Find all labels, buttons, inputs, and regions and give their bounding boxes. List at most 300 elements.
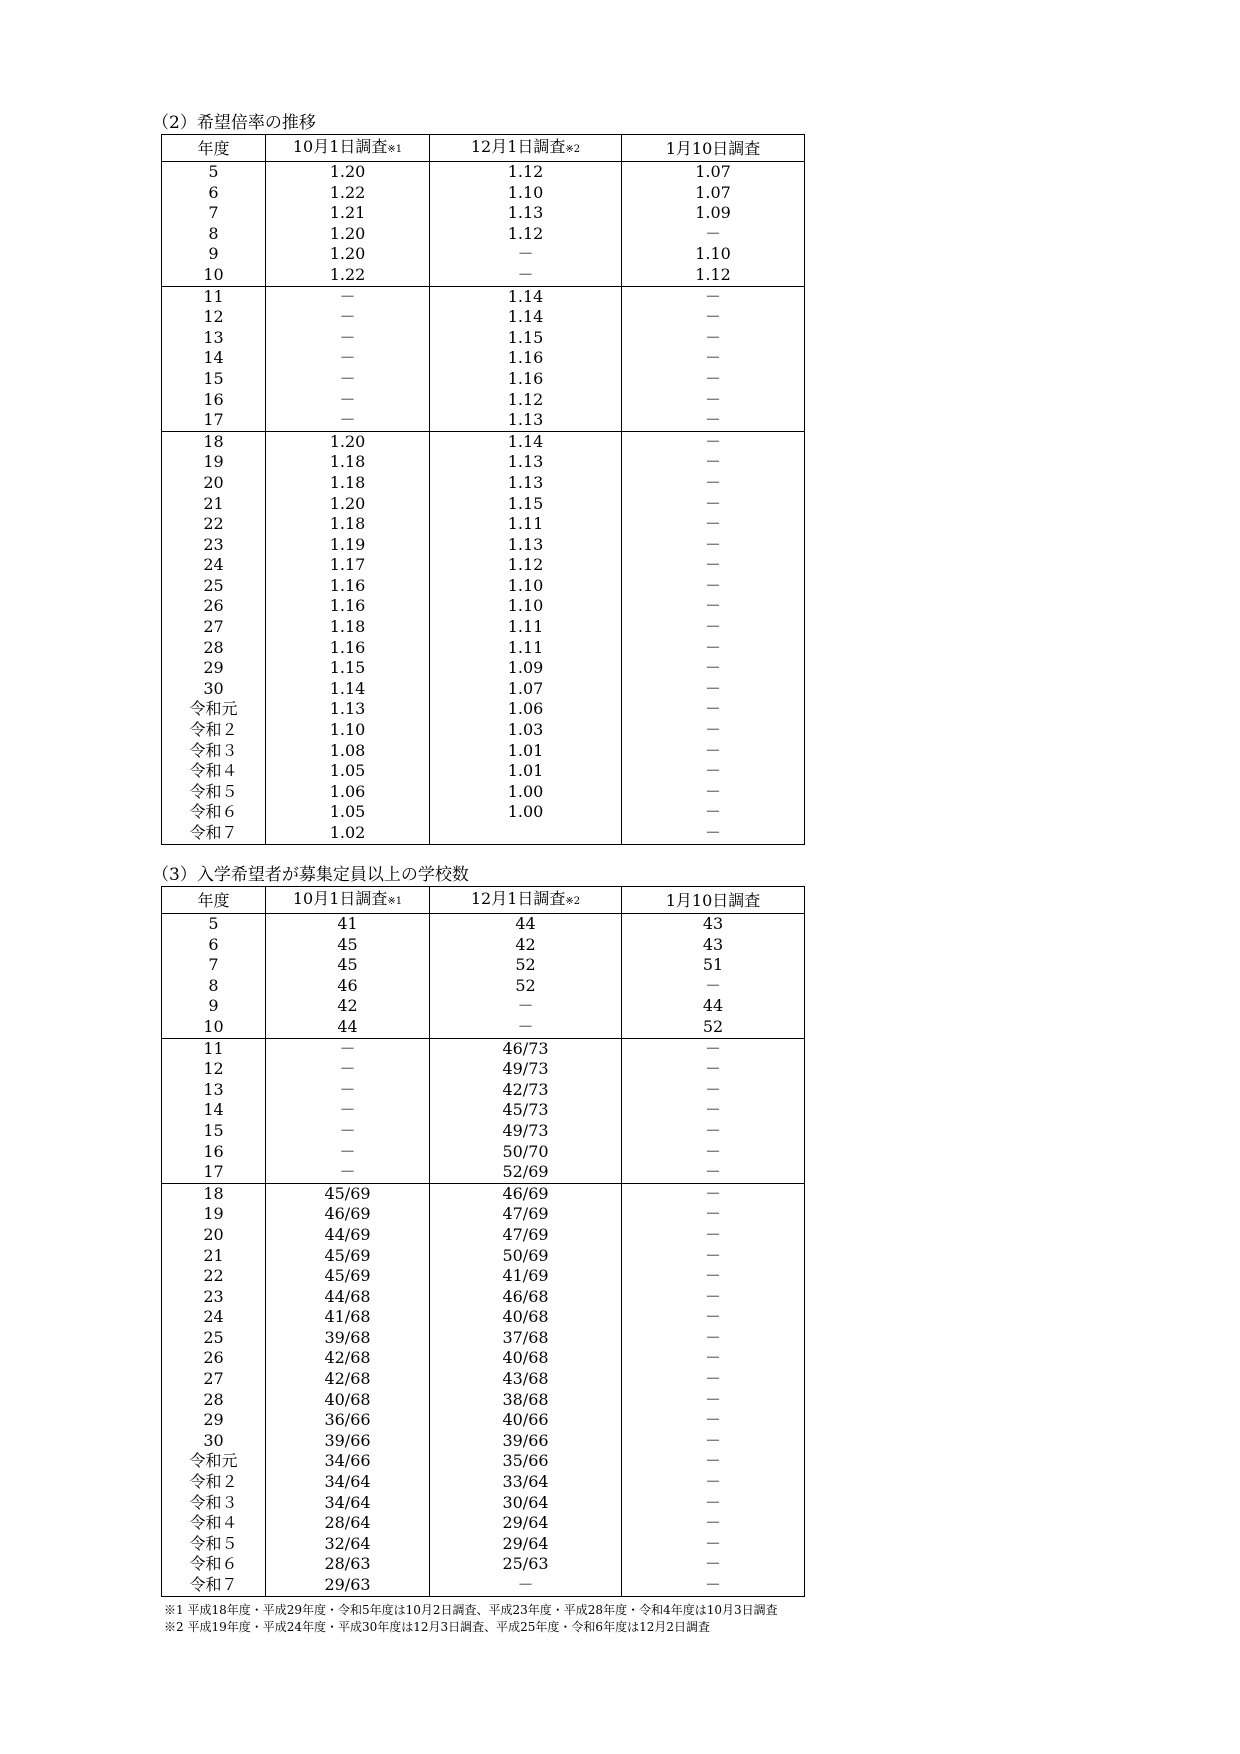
- cell-oct: －: [266, 348, 430, 369]
- table2-title: （3）入学希望者が募集定員以上の学校数: [152, 865, 469, 885]
- cell-jan: －: [622, 473, 805, 494]
- cell-year: 7: [162, 955, 266, 976]
- cell-jan: －: [622, 1369, 805, 1390]
- cell-jan: －: [622, 1287, 805, 1308]
- table-row: [162, 1390, 805, 1411]
- cell-oct: 1.05: [266, 761, 430, 782]
- cell-dec: 40/68: [430, 1307, 622, 1328]
- cell-oct: 29/63: [266, 1575, 430, 1596]
- cell-oct: 1.15: [266, 658, 430, 679]
- cell-jan: －: [622, 1328, 805, 1349]
- cell-jan: －: [622, 1575, 805, 1596]
- cell-year: 22: [162, 1266, 266, 1287]
- table-row: [162, 617, 805, 638]
- table-row: [162, 782, 805, 803]
- table-body: [162, 914, 805, 1597]
- cell-year: 令和５: [162, 782, 266, 803]
- table-row: [162, 679, 805, 700]
- cell-jan: －: [622, 555, 805, 576]
- cell-year: 26: [162, 596, 266, 617]
- cell-oct: －: [266, 1142, 430, 1163]
- cell-oct: 28/63: [266, 1554, 430, 1575]
- cell-year: 14: [162, 348, 266, 369]
- cell-year: 23: [162, 1287, 266, 1308]
- cell-year: 7: [162, 203, 266, 224]
- cell-dec: 30/64: [430, 1493, 622, 1514]
- footnotes: [164, 1602, 778, 1636]
- table-row: [162, 431, 805, 452]
- note-mark: ※1: [387, 896, 403, 907]
- cell-dec: 50/69: [430, 1246, 622, 1267]
- cell-oct: 1.22: [266, 265, 430, 286]
- table-row: [162, 369, 805, 390]
- cell-year: 令和元: [162, 1451, 266, 1472]
- table-row: [162, 638, 805, 659]
- cell-oct: 32/64: [266, 1534, 430, 1555]
- cell-dec: －: [430, 1017, 622, 1038]
- cell-dec: 1.15: [430, 328, 622, 349]
- cell-dec: 1.15: [430, 494, 622, 515]
- cell-year: 14: [162, 1100, 266, 1121]
- cell-dec: －: [430, 996, 622, 1017]
- header-row: [162, 135, 805, 162]
- table-row: [162, 1059, 805, 1080]
- cell-year: 6: [162, 183, 266, 204]
- cell-year: 12: [162, 1059, 266, 1080]
- table-row: [162, 1554, 805, 1575]
- cell-jan: －: [622, 1348, 805, 1369]
- cell-year: 19: [162, 1204, 266, 1225]
- cell-year: 13: [162, 1080, 266, 1101]
- cell-oct: 41/68: [266, 1307, 430, 1328]
- header-dec-survey: 12月1日調査※2: [430, 135, 622, 162]
- cell-oct: －: [266, 369, 430, 390]
- cell-oct: －: [266, 1059, 430, 1080]
- cell-dec: 1.09: [430, 658, 622, 679]
- cell-dec: －: [430, 1575, 622, 1596]
- cell-oct: 1.18: [266, 617, 430, 638]
- cell-jan: 1.10: [622, 244, 805, 265]
- cell-oct: 1.18: [266, 514, 430, 535]
- cell-year: 28: [162, 1390, 266, 1411]
- table-row: [162, 452, 805, 473]
- cell-oct: 42/68: [266, 1348, 430, 1369]
- cell-oct: 1.05: [266, 802, 430, 823]
- cell-dec: 39/66: [430, 1431, 622, 1452]
- cell-jan: －: [622, 782, 805, 803]
- cell-oct: 1.16: [266, 576, 430, 597]
- cell-dec: 47/69: [430, 1225, 622, 1246]
- cell-jan: －: [622, 328, 805, 349]
- cell-jan: －: [622, 576, 805, 597]
- cell-oct: 42/68: [266, 1369, 430, 1390]
- cell-dec: 1.13: [430, 452, 622, 473]
- cell-jan: －: [622, 699, 805, 720]
- table-row: [162, 183, 805, 204]
- table-row: [162, 1307, 805, 1328]
- note-mark: ※2: [565, 144, 581, 155]
- cell-dec: 46/68: [430, 1287, 622, 1308]
- table-row: [162, 1121, 805, 1142]
- cell-jan: －: [622, 390, 805, 411]
- cell-jan: －: [622, 1307, 805, 1328]
- table-row: [162, 1100, 805, 1121]
- footnote-2: ※2 平成19年度・平成24年度・平成30年度は12月3日調査、平成25年度・令和6年度は12月2日調査: [164, 1620, 710, 1634]
- table-row: [162, 410, 805, 431]
- cell-dec: 1.16: [430, 348, 622, 369]
- note-mark: ※2: [565, 896, 581, 907]
- table-row: [162, 307, 805, 328]
- cell-jan: －: [622, 410, 805, 431]
- cell-dec: 50/70: [430, 1142, 622, 1163]
- cell-jan: －: [622, 1410, 805, 1431]
- table-row: [162, 658, 805, 679]
- cell-year: 21: [162, 494, 266, 515]
- table-row: [162, 955, 805, 976]
- cell-dec: －: [430, 244, 622, 265]
- cell-oct: 44: [266, 1017, 430, 1038]
- cell-year: 令和３: [162, 1493, 266, 1514]
- table-row: [162, 1225, 805, 1246]
- cell-year: 26: [162, 1348, 266, 1369]
- cell-oct: －: [266, 1162, 430, 1183]
- cell-oct: 1.21: [266, 203, 430, 224]
- cell-oct: 41: [266, 914, 430, 935]
- cell-dec: 41/69: [430, 1266, 622, 1287]
- table-row: [162, 699, 805, 720]
- cell-jan: －: [622, 617, 805, 638]
- cell-oct: 1.19: [266, 535, 430, 556]
- school-count-table: [161, 886, 805, 1597]
- table1-title: （2）希望倍率の推移: [152, 113, 316, 133]
- table-row: [162, 1451, 805, 1472]
- cell-dec: 46/73: [430, 1038, 622, 1059]
- table-row: [162, 1493, 805, 1514]
- cell-jan: －: [622, 1534, 805, 1555]
- cell-oct: 1.22: [266, 183, 430, 204]
- table-row: [162, 1183, 805, 1204]
- cell-jan: －: [622, 1266, 805, 1287]
- cell-dec: 1.14: [430, 307, 622, 328]
- cell-jan: －: [622, 224, 805, 245]
- cell-dec: 46/69: [430, 1183, 622, 1204]
- cell-dec: 1.14: [430, 431, 622, 452]
- header-row: [162, 887, 805, 914]
- cell-oct: 1.16: [266, 596, 430, 617]
- table-row: [162, 1328, 805, 1349]
- cell-jan: －: [622, 452, 805, 473]
- cell-dec: 1.11: [430, 638, 622, 659]
- cell-oct: －: [266, 390, 430, 411]
- cell-year: 17: [162, 1162, 266, 1183]
- cell-year: 令和６: [162, 802, 266, 823]
- cell-jan: －: [622, 1121, 805, 1142]
- cell-oct: 45: [266, 935, 430, 956]
- cell-dec: 42: [430, 935, 622, 956]
- cell-jan: －: [622, 1142, 805, 1163]
- cell-oct: 45: [266, 955, 430, 976]
- cell-oct: 1.20: [266, 162, 430, 183]
- cell-dec: 1.03: [430, 720, 622, 741]
- cell-year: 24: [162, 1307, 266, 1328]
- cell-jan: －: [622, 1390, 805, 1411]
- cell-oct: －: [266, 410, 430, 431]
- table-row: [162, 1204, 805, 1225]
- cell-dec: 44: [430, 914, 622, 935]
- cell-jan: 1.12: [622, 265, 805, 286]
- cell-year: 18: [162, 1183, 266, 1204]
- cell-jan: －: [622, 741, 805, 762]
- table-row: [162, 1142, 805, 1163]
- cell-dec: 25/63: [430, 1554, 622, 1575]
- cell-oct: 44/69: [266, 1225, 430, 1246]
- cell-year: 令和３: [162, 741, 266, 762]
- cell-jan: 52: [622, 1017, 805, 1038]
- cell-year: 5: [162, 162, 266, 183]
- cell-oct: －: [266, 1100, 430, 1121]
- table-row: [162, 473, 805, 494]
- table-row: [162, 1431, 805, 1452]
- cell-jan: 43: [622, 914, 805, 935]
- cell-dec: 1.13: [430, 203, 622, 224]
- cell-year: 20: [162, 1225, 266, 1246]
- header-jan-survey: 1月10日調査: [622, 887, 805, 914]
- cell-jan: 1.09: [622, 203, 805, 224]
- cell-dec: 1.10: [430, 576, 622, 597]
- cell-oct: －: [266, 1038, 430, 1059]
- table-row: [162, 996, 805, 1017]
- cell-oct: 1.08: [266, 741, 430, 762]
- cell-dec: 1.13: [430, 410, 622, 431]
- cell-jan: －: [622, 761, 805, 782]
- cell-oct: 1.20: [266, 431, 430, 452]
- cell-dec: 1.10: [430, 596, 622, 617]
- table-row: [162, 1080, 805, 1101]
- cell-jan: －: [622, 1431, 805, 1452]
- cell-oct: 1.14: [266, 679, 430, 700]
- cell-year: 24: [162, 555, 266, 576]
- cell-jan: －: [622, 1493, 805, 1514]
- cell-dec: 29/64: [430, 1513, 622, 1534]
- table-row: [162, 976, 805, 997]
- cell-year: 12: [162, 307, 266, 328]
- cell-jan: －: [622, 348, 805, 369]
- cell-jan: －: [622, 494, 805, 515]
- cell-oct: 1.20: [266, 494, 430, 515]
- cell-dec: 29/64: [430, 1534, 622, 1555]
- cell-year: 16: [162, 1142, 266, 1163]
- cell-year: 15: [162, 1121, 266, 1142]
- cell-oct: 39/68: [266, 1328, 430, 1349]
- cell-oct: 1.17: [266, 555, 430, 576]
- table-row: [162, 1162, 805, 1183]
- table-row: [162, 1410, 805, 1431]
- cell-dec: 49/73: [430, 1059, 622, 1080]
- table-row: [162, 823, 805, 844]
- cell-jan: －: [622, 1225, 805, 1246]
- cell-dec: 1.01: [430, 741, 622, 762]
- cell-year: 令和２: [162, 720, 266, 741]
- cell-year: 29: [162, 1410, 266, 1431]
- cell-dec: 47/69: [430, 1204, 622, 1225]
- cell-year: 令和元: [162, 699, 266, 720]
- table-row: [162, 162, 805, 183]
- table-row: [162, 265, 805, 286]
- cell-dec: 40/66: [430, 1410, 622, 1431]
- table-row: [162, 1369, 805, 1390]
- cell-jan: －: [622, 823, 805, 844]
- cell-year: 18: [162, 431, 266, 452]
- table-row: [162, 224, 805, 245]
- cell-oct: 45/69: [266, 1266, 430, 1287]
- cell-year: 20: [162, 473, 266, 494]
- cell-jan: 1.07: [622, 162, 805, 183]
- table-row: [162, 328, 805, 349]
- cell-oct: 1.13: [266, 699, 430, 720]
- cell-year: 16: [162, 390, 266, 411]
- cell-oct: 1.10: [266, 720, 430, 741]
- cell-year: 10: [162, 265, 266, 286]
- cell-jan: －: [622, 720, 805, 741]
- cell-jan: －: [622, 658, 805, 679]
- table-row: [162, 1348, 805, 1369]
- table-row: [162, 914, 805, 935]
- cell-dec: 1.06: [430, 699, 622, 720]
- cell-jan: 1.07: [622, 183, 805, 204]
- table-row: [162, 1287, 805, 1308]
- ratio-trend-table: [161, 134, 805, 845]
- note-mark: ※1: [387, 144, 403, 155]
- footnote-1: ※1 平成18年度・平成29年度・令和5年度は10月2日調査、平成23年度・平成28年度・令和4年度は10月3日調査: [164, 1603, 778, 1617]
- cell-dec: 1.12: [430, 555, 622, 576]
- table-row: [162, 596, 805, 617]
- cell-oct: －: [266, 328, 430, 349]
- cell-dec: 1.11: [430, 617, 622, 638]
- cell-jan: －: [622, 1513, 805, 1534]
- cell-oct: 1.20: [266, 244, 430, 265]
- cell-year: 21: [162, 1246, 266, 1267]
- cell-dec: 1.12: [430, 390, 622, 411]
- cell-dec: 1.13: [430, 473, 622, 494]
- cell-year: 27: [162, 617, 266, 638]
- cell-year: 10: [162, 1017, 266, 1038]
- cell-dec: 52: [430, 976, 622, 997]
- cell-year: 令和４: [162, 1513, 266, 1534]
- cell-jan: －: [622, 802, 805, 823]
- table-row: [162, 720, 805, 741]
- table-row: [162, 535, 805, 556]
- header-oct-survey: 10月1日調査※1: [266, 887, 430, 914]
- cell-oct: 1.18: [266, 473, 430, 494]
- table-row: [162, 802, 805, 823]
- cell-jan: －: [622, 679, 805, 700]
- cell-jan: －: [622, 1162, 805, 1183]
- cell-oct: 1.20: [266, 224, 430, 245]
- cell-jan: －: [622, 286, 805, 307]
- cell-oct: －: [266, 1121, 430, 1142]
- cell-dec: 1.07: [430, 679, 622, 700]
- cell-dec: [430, 823, 622, 844]
- cell-year: 22: [162, 514, 266, 535]
- header-year: 年度: [162, 135, 266, 162]
- cell-year: 令和７: [162, 823, 266, 844]
- cell-year: 11: [162, 286, 266, 307]
- cell-jan: －: [622, 307, 805, 328]
- table-row: [162, 1575, 805, 1596]
- table-row: [162, 494, 805, 515]
- cell-dec: －: [430, 265, 622, 286]
- cell-oct: 46: [266, 976, 430, 997]
- table-row: [162, 1513, 805, 1534]
- cell-jan: －: [622, 514, 805, 535]
- cell-year: 9: [162, 996, 266, 1017]
- cell-oct: 34/64: [266, 1493, 430, 1514]
- table-row: [162, 286, 805, 307]
- cell-jan: －: [622, 535, 805, 556]
- table-row: [162, 244, 805, 265]
- cell-year: 8: [162, 224, 266, 245]
- cell-year: 25: [162, 576, 266, 597]
- cell-jan: 43: [622, 935, 805, 956]
- header-dec-survey: 12月1日調査※2: [430, 887, 622, 914]
- cell-jan: －: [622, 638, 805, 659]
- cell-jan: －: [622, 1080, 805, 1101]
- cell-oct: 36/66: [266, 1410, 430, 1431]
- cell-dec: 33/64: [430, 1472, 622, 1493]
- cell-jan: －: [622, 1059, 805, 1080]
- table-row: [162, 1246, 805, 1267]
- cell-dec: 1.14: [430, 286, 622, 307]
- cell-dec: 1.00: [430, 782, 622, 803]
- cell-dec: 38/68: [430, 1390, 622, 1411]
- cell-jan: －: [622, 1554, 805, 1575]
- table-row: [162, 576, 805, 597]
- cell-dec: 1.11: [430, 514, 622, 535]
- cell-year: 30: [162, 1431, 266, 1452]
- header-oct-survey: 10月1日調査※1: [266, 135, 430, 162]
- cell-jan: －: [622, 1451, 805, 1472]
- header-year: 年度: [162, 887, 266, 914]
- cell-dec: 52: [430, 955, 622, 976]
- cell-year: 30: [162, 679, 266, 700]
- cell-jan: 44: [622, 996, 805, 1017]
- header-jan-survey: 1月10日調査: [622, 135, 805, 162]
- table-row: [162, 203, 805, 224]
- cell-year: 19: [162, 452, 266, 473]
- table-row: [162, 555, 805, 576]
- cell-year: 令和６: [162, 1554, 266, 1575]
- cell-oct: 46/69: [266, 1204, 430, 1225]
- table-row: [162, 514, 805, 535]
- cell-oct: 1.06: [266, 782, 430, 803]
- cell-year: 29: [162, 658, 266, 679]
- cell-dec: 1.12: [430, 162, 622, 183]
- cell-oct: －: [266, 1080, 430, 1101]
- table-row: [162, 935, 805, 956]
- cell-year: 17: [162, 410, 266, 431]
- cell-oct: 40/68: [266, 1390, 430, 1411]
- cell-year: 6: [162, 935, 266, 956]
- cell-dec: 1.00: [430, 802, 622, 823]
- cell-jan: －: [622, 369, 805, 390]
- table-row: [162, 1472, 805, 1493]
- cell-oct: 39/66: [266, 1431, 430, 1452]
- cell-year: 13: [162, 328, 266, 349]
- cell-dec: 1.13: [430, 535, 622, 556]
- table-row: [162, 1534, 805, 1555]
- table-row: [162, 1017, 805, 1038]
- cell-year: 令和７: [162, 1575, 266, 1596]
